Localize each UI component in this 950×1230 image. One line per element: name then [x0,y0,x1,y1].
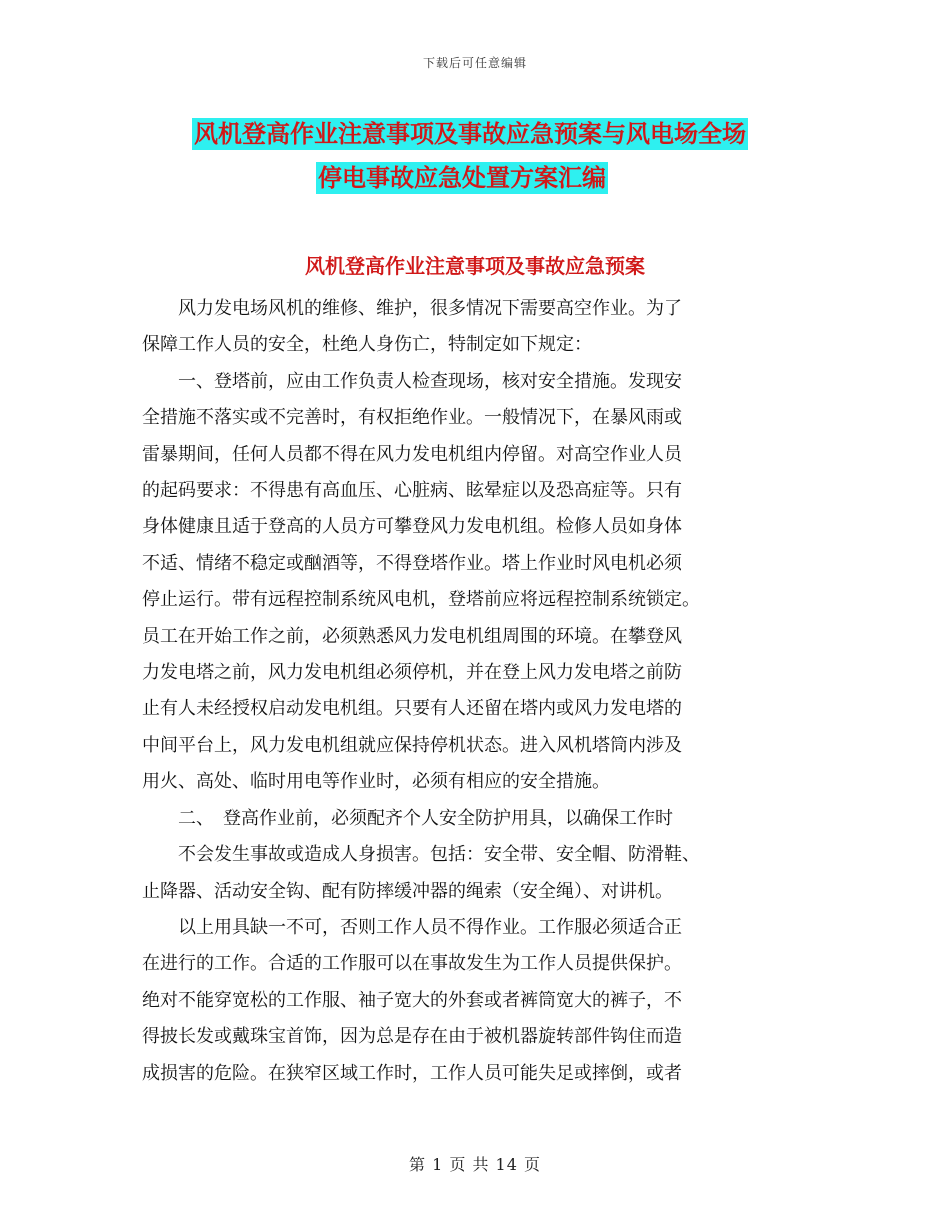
body-line: 保障工作人员的安全，杜绝人身伤亡，特制定如下规定： [142,334,592,356]
body-line: 力发电塔之前，风力发电机组必须停机，并在登上风力发电塔之前防 [142,662,682,684]
body-line: 不适、情绪不稳定或酗酒等，不得登塔作业。塔上作业时风电机必须 [142,552,682,574]
section-title: 风机登高作业注意事项及事故应急预案 [305,254,645,278]
header-note: 下载后可任意编辑 [422,56,527,70]
body-line: 中间平台上，风力发电机组就应保持停机状态。进入风机塔筒内涉及 [142,734,682,756]
body-line: 一、登塔前，应由工作负责人检查现场，核对安全措施。发现安 [142,370,682,392]
body-line: 以上用具缺一不可，否则工作人员不得作业。工作服必须适合正 [142,916,682,938]
title-line-1-text: 风机登高作业注意事项及事故应急预案与风电场全场 [194,120,746,148]
body-line: 二、 登高作业前，必须配齐个人安全防护用具，以确保工作时 [142,807,673,829]
page-footer: 第 1 页 共 14 页 [409,1155,541,1174]
body-line: 员工在开始工作之前，必须熟悉风力发电机组周围的环境。在攀登风 [142,625,682,647]
body-line: 雷暴期间，任何人员都不得在风力发电机组内停留。对高空作业人员 [142,443,682,465]
body-line: 止有人未经授权启动发电机组。只要有人还留在塔内或风力发电塔的 [142,698,682,720]
body-line: 身体健康且适于登高的人员方可攀登风力发电机组。检修人员如身体 [142,516,682,538]
body-line: 风力发电场风机的维修、维护，很多情况下需要高空作业。为了 [142,298,682,319]
body-line: 得披长发或戴珠宝首饰，因为总是存在由于被机器旋转部件钩住而造 [142,1026,682,1048]
title-line-2 [140,156,830,200]
body-line: 不会发生事故或造成人身损害。包括：安全带、安全帽、防滑鞋、 [142,844,700,866]
body-line: 成损害的危险。在狭窄区域工作时，工作人员可能失足或摔倒，或者 [142,1062,682,1084]
body-line: 用火、高处、临时用电等作业时，必须有相应的安全措施。 [142,771,610,793]
body-text [142,291,812,1092]
body-line: 全措施不落实或不完善时，有权拒绝作业。一般情况下，在暴风雨或 [142,407,682,429]
body-line: 的起码要求：不得患有高血压、心脏病、眩晕症以及恐高症等。只有 [142,480,682,502]
body-line: 停止运行。带有远程控制系统风电机，登塔前应将远程控制系统锁定。 [142,589,700,611]
body-line: 绝对不能穿宽松的工作服、袖子宽大的外套或者裤筒宽大的裤子，不 [142,989,682,1011]
body-line: 止降器、活动安全钩、配有防摔缓冲器的绳索（安全绳）、对讲机。 [142,880,673,902]
body-line: 在进行的工作。合适的工作服可以在事故发生为工作人员提供保护。 [142,953,682,975]
title-line-1 [140,112,830,156]
document-title [140,112,830,200]
title-line-2-text: 停电事故应急处置方案汇编 [318,164,606,192]
